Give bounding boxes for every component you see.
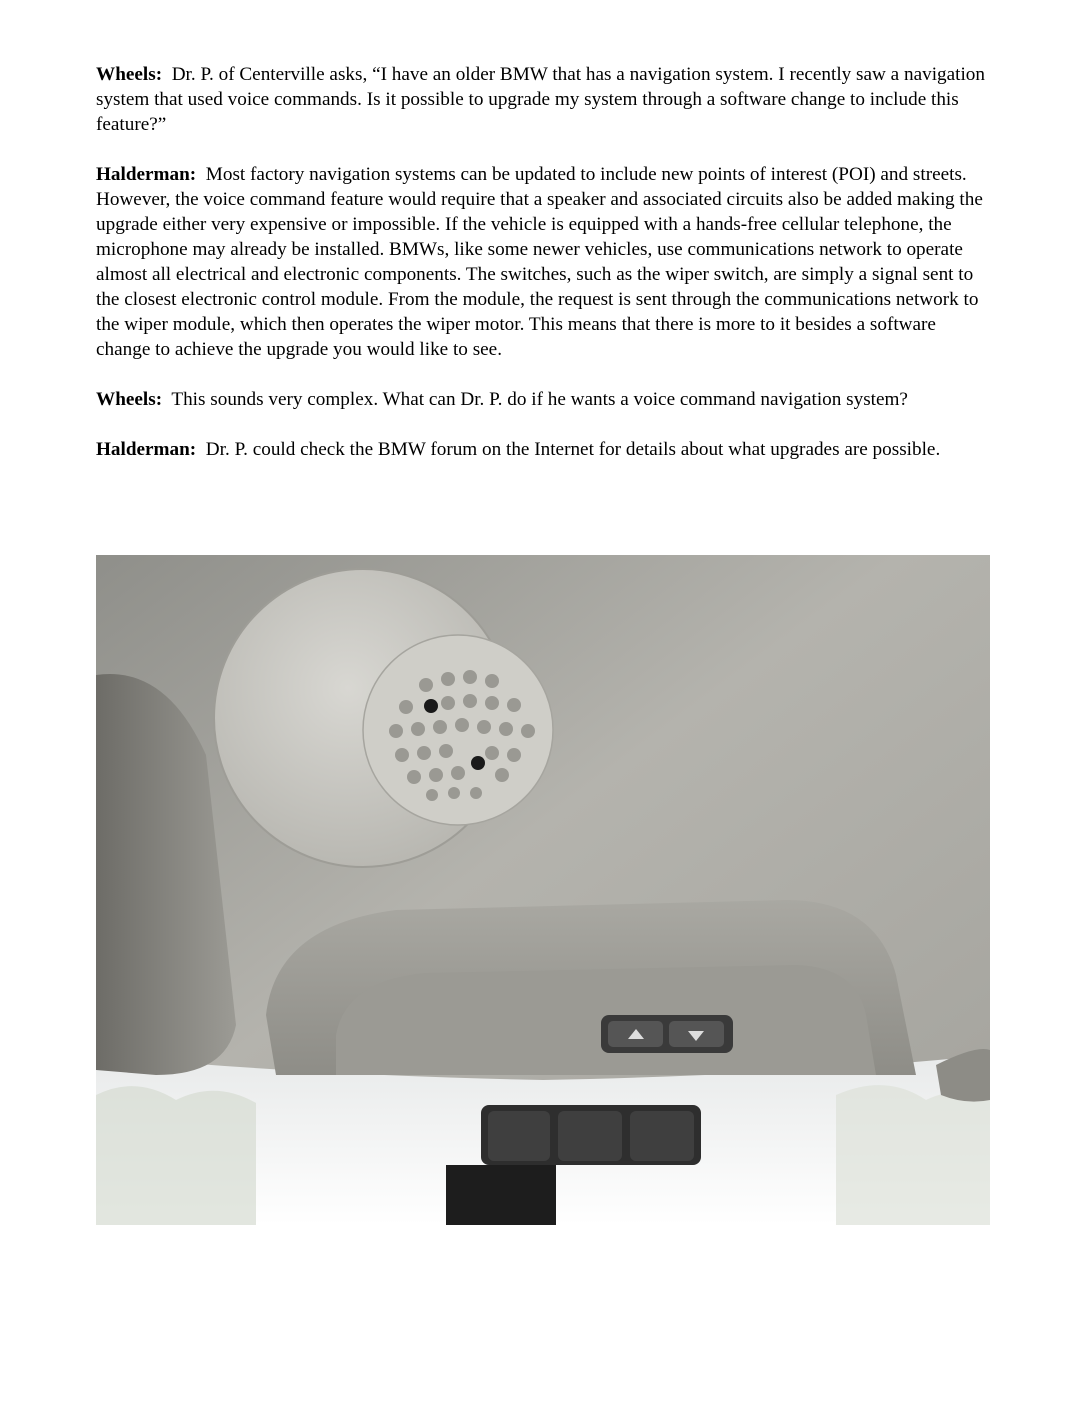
paragraph-wheels-followup: [96, 387, 992, 412]
paragraph-text: Most factory navigation systems can be updated to include new points of interest (POI) and streets. However, the voice command feature would require that a speaker and associated circuits also be added making the upgrade either very expensive or impossible. If the vehicle is equipped with a hands-free cellular telephone, the microphone may already be installed. BMWs, like some newer vehicles, use communications network to operate almost all electrical and electronic components. The switches, such as the wiper switch, are simply a signal sent to the closest electronic control module. From the module, the request is sent through the communications network to the wiper module, which then operates the wiper motor. This means that there is more to it besides a software change to achieve the upgrade you would like to see.: [96, 164, 983, 360]
paragraph-halderman-final: [96, 437, 992, 462]
paragraph-wheels-question: [96, 62, 992, 137]
speaker-label: Wheels:: [96, 64, 163, 85]
speaker-label: Halderman:: [96, 164, 197, 185]
paragraph-text: This sounds very complex. What can Dr. P. do if he wants a voice command navigation system?: [171, 389, 908, 410]
paragraph-text: Dr. P. of Centerville asks, “I have an older BMW that has a navigation system. I recently saw a navigation system that used voice commands. Is it possible to upgrade my system through a software change to include this feature?”: [96, 64, 985, 135]
paragraph-halderman-answer: [96, 162, 992, 362]
article-body: [96, 62, 992, 487]
speaker-label: Halderman:: [96, 439, 197, 460]
overhead-console-photo: [96, 555, 990, 1225]
paragraph-text: Dr. P. could check the BMW forum on the Internet for details about what upgrades are possible.: [205, 439, 941, 460]
speaker-label: Wheels:: [96, 389, 163, 410]
